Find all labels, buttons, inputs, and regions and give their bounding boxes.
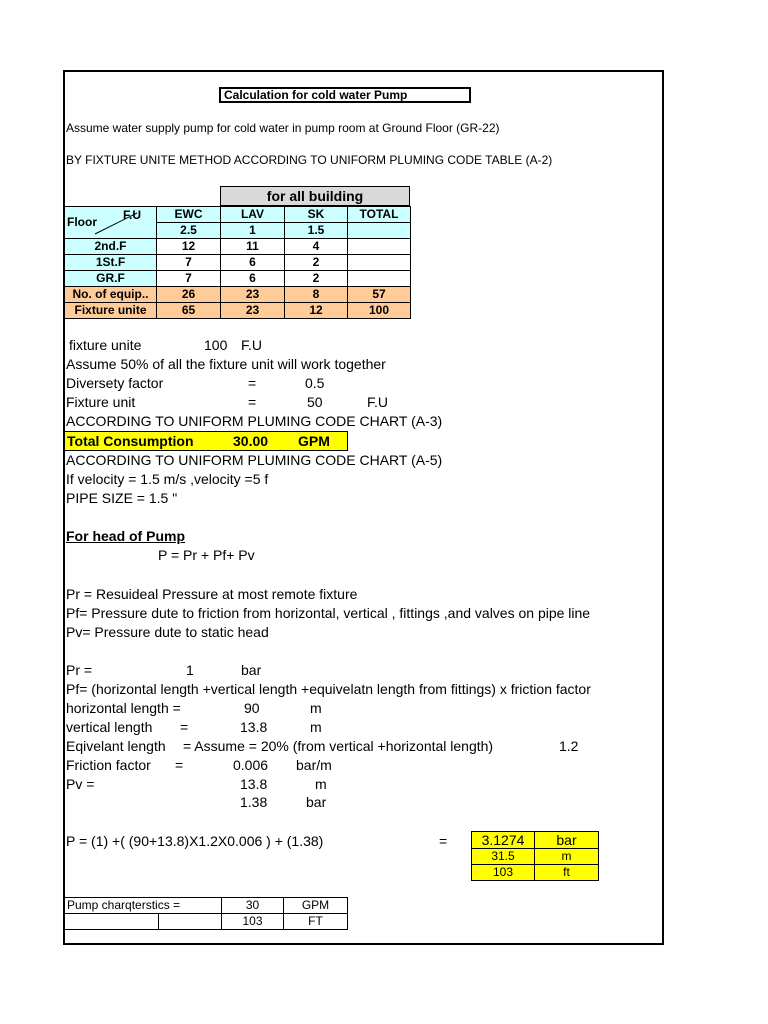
velocity-text: If velocity = 1.5 m/s ,velocity =5 f xyxy=(66,471,269,487)
pump-unit: GPM xyxy=(284,898,348,914)
col-header-total: TOTAL xyxy=(348,207,411,223)
chart-a5-text: ACCORDING TO UNIFORM PLUMING CODE CHART (A-5) xyxy=(66,452,443,468)
pv-label: Pv = xyxy=(66,776,95,792)
table-cell: 6 xyxy=(221,271,285,287)
page-title: Calculation for cold water Pump xyxy=(219,87,471,103)
friction-factor-unit: bar/m xyxy=(296,757,332,773)
vertical-length-value: 13.8 xyxy=(240,719,268,735)
intro-line-1: Assume water supply pump for cold water in pump room at Ground Floor (GR-22) xyxy=(66,121,500,135)
table-cell: 26 xyxy=(157,287,221,303)
empty-cell xyxy=(65,914,159,930)
pipe-size-text: PIPE SIZE = 1.5 " xyxy=(66,490,178,506)
fixture-unit-eq: = xyxy=(248,394,257,410)
table-group-header: for all building xyxy=(220,186,410,206)
pump-value: 30 xyxy=(222,898,284,914)
pump-row xyxy=(65,914,348,930)
pv-definition: Pv= Pressure dute to static head xyxy=(66,624,269,640)
horizontal-length-value: 90 xyxy=(244,700,260,716)
col-header-sk: SK xyxy=(285,207,348,223)
equip-label: No. of equip.. xyxy=(65,287,157,303)
vertical-length-label: vertical length xyxy=(66,719,153,735)
col-header-lav: LAV xyxy=(221,207,285,223)
fixture-label: Fixture unite xyxy=(65,303,157,319)
pump-value: 103 xyxy=(222,914,284,930)
fu-total xyxy=(348,223,411,239)
fu-sk: 1.5 xyxy=(285,223,348,239)
assume-50-text: Assume 50% of all the fixture unit will work together xyxy=(66,356,386,372)
table-cell: 2 xyxy=(285,271,348,287)
table-cell: 23 xyxy=(221,287,285,303)
table-cell xyxy=(348,239,411,255)
table-cell: 12 xyxy=(157,239,221,255)
fixture-table xyxy=(64,206,411,319)
fixture-unite-value: 100 xyxy=(204,337,228,353)
pv-value-bar: 1.38 xyxy=(240,794,268,810)
table-cell xyxy=(348,255,411,271)
result-value: 103 xyxy=(472,865,535,881)
fixture-unit-unit: F.U xyxy=(367,394,388,410)
result-unit: m xyxy=(535,849,599,865)
pump-label: Pump charqterstics = xyxy=(65,898,222,914)
pr-label: Pr = xyxy=(66,662,93,678)
diversity-eq: = xyxy=(248,375,257,391)
result-value: 3.1274 xyxy=(472,832,535,849)
fu-ewc: 2.5 xyxy=(157,223,221,239)
table-cell: 11 xyxy=(221,239,285,255)
pressure-results-table xyxy=(471,831,599,881)
table-row xyxy=(65,255,411,271)
pr-definition: Pr = Resuideal Pressure at most remote fixture xyxy=(66,586,358,602)
intro-line-2: BY FIXTURE UNITE METHOD ACCORDING TO UNIFORM PLUMING CODE TABLE (A-2) xyxy=(66,153,553,167)
pump-unit: FT xyxy=(284,914,348,930)
vertical-length-unit: m xyxy=(310,719,322,735)
table-cell: 100 xyxy=(348,303,411,319)
pv-value-m: 13.8 xyxy=(240,776,268,792)
pump-characteristics-table xyxy=(64,897,348,930)
table-cell xyxy=(348,271,411,287)
chart-a3-text: ACCORDING TO UNIFORM PLUMING CODE CHART (A-3) xyxy=(66,413,443,429)
diversity-label: Diversety factor xyxy=(66,375,164,391)
table-cell: 8 xyxy=(285,287,348,303)
result-value: 31.5 xyxy=(472,849,535,865)
friction-factor-value: 0.006 xyxy=(233,757,269,773)
friction-factor-label: Friction factor xyxy=(66,757,151,773)
corner-fu-label: F.U xyxy=(123,208,141,222)
table-cell: 7 xyxy=(157,271,221,287)
head-heading: For head of Pump xyxy=(66,528,185,544)
col-header-ewc: EWC xyxy=(157,207,221,223)
friction-factor-eq: = xyxy=(175,757,184,773)
table-cell: 7 xyxy=(157,255,221,271)
table-row xyxy=(65,239,411,255)
result-row xyxy=(472,865,599,881)
fu-lav: 1 xyxy=(221,223,285,239)
result-row xyxy=(472,849,599,865)
result-unit: ft xyxy=(535,865,599,881)
equivalent-length-text: = Assume = 20% (from vertical +horizontal length) xyxy=(183,738,494,754)
vertical-length-eq: = xyxy=(180,719,189,735)
row-floor-label: GR.F xyxy=(65,271,157,287)
pr-value: 1 xyxy=(186,662,194,678)
horizontal-length-label: horizontal length = xyxy=(66,700,181,716)
empty-cell xyxy=(159,914,222,930)
result-unit: bar xyxy=(535,832,599,849)
fixture-unit-value: 50 xyxy=(307,394,323,410)
pr-unit: bar xyxy=(241,662,262,678)
equivalent-length-label: Eqivelant length xyxy=(66,738,166,754)
table-cell: 12 xyxy=(285,303,348,319)
row-floor-label: 1St.F xyxy=(65,255,157,271)
head-formula: P = Pr + Pf+ Pv xyxy=(158,547,255,563)
pf-formula: Pf= (horizontal length +vertical length +equivelatn length from fittings) x friction factor xyxy=(66,681,591,697)
p-eq: = xyxy=(439,833,448,849)
pv-unit-m: m xyxy=(315,776,327,792)
diversity-value: 0.5 xyxy=(305,375,325,391)
p-formula: P = (1) +( (90+13.8)X1.2X0.006 ) + (1.38) xyxy=(66,833,324,849)
equip-count-row xyxy=(65,287,411,303)
table-cell: 2 xyxy=(285,255,348,271)
table-cell: 6 xyxy=(221,255,285,271)
fixture-unite-row xyxy=(65,303,411,319)
floor-fu-corner xyxy=(65,207,157,239)
result-row xyxy=(472,832,599,849)
total-consumption-value: 30.00 xyxy=(233,433,269,449)
table-cell: 65 xyxy=(157,303,221,319)
table-row xyxy=(65,271,411,287)
total-consumption-label: Total Consumption xyxy=(67,433,194,449)
table-cell: 23 xyxy=(221,303,285,319)
table-cell: 4 xyxy=(285,239,348,255)
fixture-unite-unit: F.U xyxy=(241,337,262,353)
pump-row xyxy=(65,898,348,914)
total-consumption-unit: GPM xyxy=(298,433,330,449)
pf-definition: Pf= Pressure dute to friction from horizontal, vertical , fittings ,and valves on pipe line xyxy=(66,605,591,621)
fixture-unite-label: fixture unite xyxy=(69,337,142,353)
pv-unit-bar: bar xyxy=(306,794,327,810)
corner-floor-label: Floor xyxy=(67,215,97,229)
fixture-unit-label: Fixture unit xyxy=(66,394,136,410)
horizontal-length-unit: m xyxy=(310,700,322,716)
equivalent-length-value: 1.2 xyxy=(559,738,579,754)
table-cell: 57 xyxy=(348,287,411,303)
row-floor-label: 2nd.F xyxy=(65,239,157,255)
